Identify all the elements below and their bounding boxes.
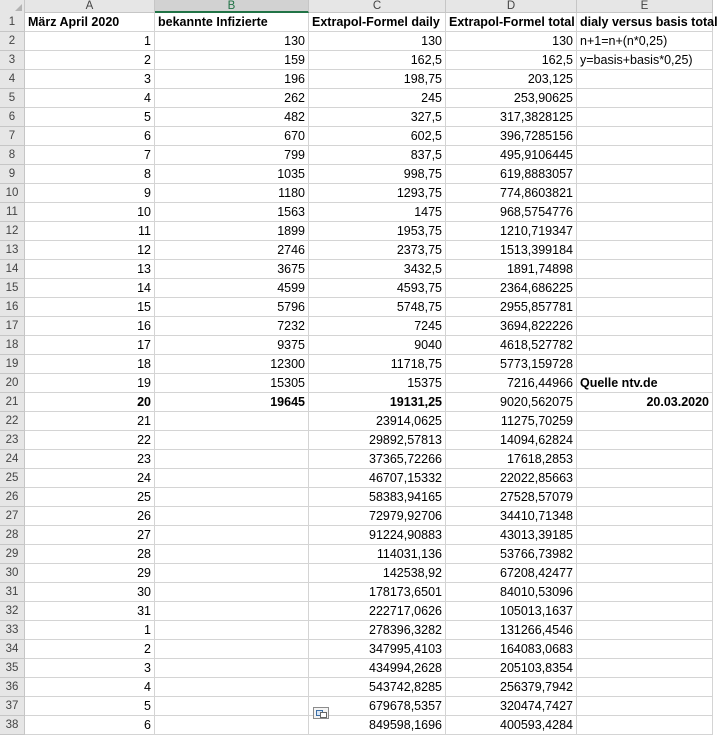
row-header[interactable]: 16 (0, 298, 25, 317)
cell-e34[interactable] (577, 640, 713, 659)
table-row (0, 564, 713, 583)
row-header[interactable]: 38 (0, 716, 25, 735)
row-header[interactable]: 29 (0, 545, 25, 564)
table-row (0, 450, 713, 469)
cell-b6[interactable]: 482 (155, 108, 309, 127)
cell-d26[interactable]: 27528,57079 (446, 488, 577, 507)
cell-e3[interactable]: y=basis+basis*0,25) (577, 51, 713, 70)
cell-a17[interactable]: 16 (25, 317, 155, 336)
cell-c9[interactable]: 998,75 (309, 165, 446, 184)
cell-c17[interactable]: 7245 (309, 317, 446, 336)
cell-b17[interactable]: 7232 (155, 317, 309, 336)
cell-b21[interactable]: 19645 (155, 393, 309, 412)
row-header[interactable]: 24 (0, 450, 25, 469)
column-header-d[interactable]: D (446, 0, 577, 13)
cell-c32[interactable]: 222717,0626 (309, 602, 446, 621)
row-header[interactable]: 9 (0, 165, 25, 184)
cell-e32[interactable] (577, 602, 713, 621)
table-row (0, 317, 713, 336)
row-header[interactable]: 37 (0, 697, 25, 716)
cell-c31[interactable]: 178173,6501 (309, 583, 446, 602)
cell-a31[interactable]: 30 (25, 583, 155, 602)
row-header[interactable]: 22 (0, 412, 25, 431)
cell-d15[interactable]: 2364,686225 (446, 279, 577, 298)
row-header[interactable]: 12 (0, 222, 25, 241)
row-header[interactable]: 15 (0, 279, 25, 298)
cell-d21[interactable]: 9020,562075 (446, 393, 577, 412)
cell-d32[interactable]: 105013,1637 (446, 602, 577, 621)
row-header[interactable]: 21 (0, 393, 25, 412)
row-header[interactable]: 19 (0, 355, 25, 374)
row-header[interactable]: 8 (0, 146, 25, 165)
cell-d5[interactable]: 253,90625 (446, 89, 577, 108)
cell-a37[interactable]: 5 (25, 697, 155, 716)
cell-a25[interactable]: 24 (25, 469, 155, 488)
table-row (0, 165, 713, 184)
row-header[interactable]: 30 (0, 564, 25, 583)
row-header[interactable]: 1 (0, 13, 25, 32)
table-row (0, 89, 713, 108)
cell-c21[interactable]: 19131,25 (309, 393, 446, 412)
cell-d12[interactable]: 1210,719347 (446, 222, 577, 241)
cell-a33[interactable]: 1 (25, 621, 155, 640)
cell-e24[interactable] (577, 450, 713, 469)
row-header[interactable]: 3 (0, 51, 25, 70)
cell-c12[interactable]: 1953,75 (309, 222, 446, 241)
cell-c30[interactable]: 142538,92 (309, 564, 446, 583)
cell-b38[interactable] (155, 716, 309, 735)
cell-c1[interactable]: Extrapol-Formel daily (309, 13, 446, 32)
cell-b10[interactable]: 1180 (155, 184, 309, 203)
column-header-b[interactable]: B (155, 0, 309, 13)
cell-b15[interactable]: 4599 (155, 279, 309, 298)
cell-e4[interactable] (577, 70, 713, 89)
table-row (0, 108, 713, 127)
table-row (0, 697, 713, 716)
cell-e31[interactable] (577, 583, 713, 602)
table-row (0, 488, 713, 507)
cell-a16[interactable]: 15 (25, 298, 155, 317)
cell-c27[interactable]: 72979,92706 (309, 507, 446, 526)
cell-a19[interactable]: 18 (25, 355, 155, 374)
cell-b28[interactable] (155, 526, 309, 545)
table-row (0, 13, 718, 32)
table-row (0, 412, 713, 431)
cell-d24[interactable]: 17618,2853 (446, 450, 577, 469)
cell-c25[interactable]: 46707,15332 (309, 469, 446, 488)
cell-d7[interactable]: 396,7285156 (446, 127, 577, 146)
table-row (0, 678, 713, 697)
cell-c10[interactable]: 1293,75 (309, 184, 446, 203)
cell-b12[interactable]: 1899 (155, 222, 309, 241)
select-all-corner[interactable] (0, 0, 25, 13)
table-row (0, 355, 713, 374)
cell-b34[interactable] (155, 640, 309, 659)
cell-d4[interactable]: 203,125 (446, 70, 577, 89)
table-row (0, 431, 713, 450)
cell-e28[interactable] (577, 526, 713, 545)
cell-e27[interactable] (577, 507, 713, 526)
cell-e6[interactable] (577, 108, 713, 127)
cell-c38[interactable]: 849598,1696 (309, 716, 446, 735)
cell-b27[interactable] (155, 507, 309, 526)
cell-b8[interactable]: 799 (155, 146, 309, 165)
cell-b13[interactable]: 2746 (155, 241, 309, 260)
row-header[interactable]: 33 (0, 621, 25, 640)
table-row (0, 222, 713, 241)
cell-a14[interactable]: 13 (25, 260, 155, 279)
cell-c37[interactable]: 679678,5357 (309, 697, 446, 716)
cell-a20[interactable]: 19 (25, 374, 155, 393)
cell-c2[interactable]: 130 (309, 32, 446, 51)
row-header[interactable]: 34 (0, 640, 25, 659)
cell-a30[interactable]: 29 (25, 564, 155, 583)
cell-a5[interactable]: 4 (25, 89, 155, 108)
cell-b9[interactable]: 1035 (155, 165, 309, 184)
cell-e36[interactable] (577, 678, 713, 697)
row-header[interactable]: 14 (0, 260, 25, 279)
cell-c22[interactable]: 23914,0625 (309, 412, 446, 431)
table-row (0, 32, 713, 51)
cell-d37[interactable]: 320474,7427 (446, 697, 577, 716)
cell-b33[interactable] (155, 621, 309, 640)
cell-a15[interactable]: 14 (25, 279, 155, 298)
cell-b18[interactable]: 9375 (155, 336, 309, 355)
cell-e1[interactable]: dialy versus basis total (577, 13, 713, 32)
row-header[interactable]: 6 (0, 108, 25, 127)
table-row (0, 127, 713, 146)
cell-b11[interactable]: 1563 (155, 203, 309, 222)
cell-d16[interactable]: 2955,857781 (446, 298, 577, 317)
cell-d22[interactable]: 11275,70259 (446, 412, 577, 431)
row-header[interactable]: 36 (0, 678, 25, 697)
cell-c28[interactable]: 91224,90883 (309, 526, 446, 545)
cell-c34[interactable]: 347995,4103 (309, 640, 446, 659)
cell-c18[interactable]: 9040 (309, 336, 446, 355)
cell-d11[interactable]: 968,5754776 (446, 203, 577, 222)
column-header-e[interactable]: E (577, 0, 713, 13)
cell-c19[interactable]: 11718,75 (309, 355, 446, 374)
cell-c23[interactable]: 29892,57813 (309, 431, 446, 450)
cell-e20[interactable]: Quelle ntv.de (577, 374, 713, 393)
row-header[interactable]: 11 (0, 203, 25, 222)
cell-c3[interactable]: 162,5 (309, 51, 446, 70)
cell-e5[interactable] (577, 89, 713, 108)
cell-a35[interactable]: 3 (25, 659, 155, 678)
cell-b20[interactable]: 15305 (155, 374, 309, 393)
row-header[interactable]: 27 (0, 507, 25, 526)
cell-c15[interactable]: 4593,75 (309, 279, 446, 298)
row-header[interactable]: 2 (0, 32, 25, 51)
table-row (0, 583, 713, 602)
cell-e35[interactable] (577, 659, 713, 678)
table-row (0, 203, 713, 222)
cell-d2[interactable]: 130 (446, 32, 577, 51)
cell-c14[interactable]: 3432,5 (309, 260, 446, 279)
table-row (0, 260, 713, 279)
row-header[interactable]: 25 (0, 469, 25, 488)
cell-e26[interactable] (577, 488, 713, 507)
cell-b4[interactable]: 196 (155, 70, 309, 89)
cell-a32[interactable]: 31 (25, 602, 155, 621)
cell-c8[interactable]: 837,5 (309, 146, 446, 165)
cell-d13[interactable]: 1513,399184 (446, 241, 577, 260)
cell-b23[interactable] (155, 431, 309, 450)
cell-a7[interactable]: 6 (25, 127, 155, 146)
cell-a27[interactable]: 26 (25, 507, 155, 526)
cell-a18[interactable]: 17 (25, 336, 155, 355)
cell-e11[interactable] (577, 203, 713, 222)
cell-c16[interactable]: 5748,75 (309, 298, 446, 317)
cell-e33[interactable] (577, 621, 713, 640)
cell-e30[interactable] (577, 564, 713, 583)
table-row (0, 716, 713, 735)
cell-c26[interactable]: 58383,94165 (309, 488, 446, 507)
cell-d38[interactable]: 400593,4284 (446, 716, 577, 735)
cell-a6[interactable]: 5 (25, 108, 155, 127)
cell-d14[interactable]: 1891,74898 (446, 260, 577, 279)
cell-b2[interactable]: 130 (155, 32, 309, 51)
row-header[interactable]: 18 (0, 336, 25, 355)
table-row (0, 507, 713, 526)
row-header[interactable]: 7 (0, 127, 25, 146)
cell-d20[interactable]: 7216,44966 (446, 374, 577, 393)
cell-d31[interactable]: 84010,53096 (446, 583, 577, 602)
cell-e17[interactable] (577, 317, 713, 336)
cell-d19[interactable]: 5773,159728 (446, 355, 577, 374)
cell-d29[interactable]: 53766,73982 (446, 545, 577, 564)
row-header[interactable]: 5 (0, 89, 25, 108)
cell-d34[interactable]: 164083,0683 (446, 640, 577, 659)
cell-a12[interactable]: 11 (25, 222, 155, 241)
cell-a26[interactable]: 25 (25, 488, 155, 507)
cell-e18[interactable] (577, 336, 713, 355)
cell-e14[interactable] (577, 260, 713, 279)
cell-a1[interactable]: März April 2020 (25, 13, 155, 32)
row-header[interactable]: 32 (0, 602, 25, 621)
cell-d28[interactable]: 43013,39185 (446, 526, 577, 545)
cell-b1[interactable]: bekannte Infizierte (155, 13, 309, 32)
cell-a24[interactable]: 23 (25, 450, 155, 469)
cell-d23[interactable]: 14094,62824 (446, 431, 577, 450)
cell-b29[interactable] (155, 545, 309, 564)
table-row (0, 602, 713, 621)
cell-b3[interactable]: 159 (155, 51, 309, 70)
cell-d6[interactable]: 317,3828125 (446, 108, 577, 127)
cell-d30[interactable]: 67208,42477 (446, 564, 577, 583)
row-header[interactable]: 20 (0, 374, 25, 393)
table-row (0, 51, 713, 70)
row-header[interactable]: 23 (0, 431, 25, 450)
cell-b7[interactable]: 670 (155, 127, 309, 146)
row-header[interactable]: 28 (0, 526, 25, 545)
cell-d35[interactable]: 205103,8354 (446, 659, 577, 678)
table-row (0, 241, 713, 260)
cell-e7[interactable] (577, 127, 713, 146)
cell-e8[interactable] (577, 146, 713, 165)
cell-e15[interactable] (577, 279, 713, 298)
cell-b30[interactable] (155, 564, 309, 583)
cell-e37[interactable] (577, 697, 713, 716)
cell-e10[interactable] (577, 184, 713, 203)
table-row (0, 279, 713, 298)
cell-b26[interactable] (155, 488, 309, 507)
cell-d17[interactable]: 3694,822226 (446, 317, 577, 336)
cell-b24[interactable] (155, 450, 309, 469)
cell-d10[interactable]: 774,8603821 (446, 184, 577, 203)
cell-a4[interactable]: 3 (25, 70, 155, 89)
cell-b36[interactable] (155, 678, 309, 697)
cell-e23[interactable] (577, 431, 713, 450)
table-row (0, 336, 713, 355)
cell-a9[interactable]: 8 (25, 165, 155, 184)
cell-d3[interactable]: 162,5 (446, 51, 577, 70)
cell-e38[interactable] (577, 716, 713, 735)
cell-a8[interactable]: 7 (25, 146, 155, 165)
table-row (0, 469, 713, 488)
cell-a23[interactable]: 22 (25, 431, 155, 450)
cell-e2[interactable]: n+1=n+(n*0,25) (577, 32, 713, 51)
column-header-c[interactable]: C (309, 0, 446, 13)
cell-b37[interactable] (155, 697, 309, 716)
row-header[interactable]: 13 (0, 241, 25, 260)
row-header[interactable]: 4 (0, 70, 25, 89)
cell-d33[interactable]: 131266,4546 (446, 621, 577, 640)
table-row (0, 374, 713, 393)
cell-e19[interactable] (577, 355, 713, 374)
cell-d9[interactable]: 619,8883057 (446, 165, 577, 184)
cell-e29[interactable] (577, 545, 713, 564)
row-header[interactable]: 35 (0, 659, 25, 678)
cell-e9[interactable] (577, 165, 713, 184)
column-header-bar (0, 0, 713, 13)
table-row (0, 184, 713, 203)
cell-c24[interactable]: 37365,72266 (309, 450, 446, 469)
column-header-a[interactable]: A (25, 0, 155, 13)
cell-b14[interactable]: 3675 (155, 260, 309, 279)
table-row (0, 640, 713, 659)
cell-d1[interactable]: Extrapol-Formel total (446, 13, 577, 32)
cell-a29[interactable]: 28 (25, 545, 155, 564)
table-row (0, 526, 713, 545)
cell-c33[interactable]: 278396,3282 (309, 621, 446, 640)
cell-c20[interactable]: 15375 (309, 374, 446, 393)
cell-d27[interactable]: 34410,71348 (446, 507, 577, 526)
table-row (0, 70, 713, 89)
cell-a3[interactable]: 2 (25, 51, 155, 70)
cell-b16[interactable]: 5796 (155, 298, 309, 317)
cell-a10[interactable]: 9 (25, 184, 155, 203)
cell-c4[interactable]: 198,75 (309, 70, 446, 89)
cell-b22[interactable] (155, 412, 309, 431)
cell-e12[interactable] (577, 222, 713, 241)
cell-c29[interactable]: 114031,136 (309, 545, 446, 564)
cell-e16[interactable] (577, 298, 713, 317)
cell-c7[interactable]: 602,5 (309, 127, 446, 146)
cell-e25[interactable] (577, 469, 713, 488)
cell-b35[interactable] (155, 659, 309, 678)
cell-d25[interactable]: 22022,85663 (446, 469, 577, 488)
cell-c36[interactable]: 543742,8285 (309, 678, 446, 697)
cell-c35[interactable]: 434994,2628 (309, 659, 446, 678)
cell-c6[interactable]: 327,5 (309, 108, 446, 127)
cell-b19[interactable]: 12300 (155, 355, 309, 374)
cell-a28[interactable]: 27 (25, 526, 155, 545)
cell-e22[interactable] (577, 412, 713, 431)
table-row (0, 545, 713, 564)
table-row (0, 393, 713, 412)
row-header[interactable]: 31 (0, 583, 25, 602)
paste-options-icon[interactable] (313, 707, 329, 719)
table-row (0, 621, 713, 640)
cell-b32[interactable] (155, 602, 309, 621)
cell-a21[interactable]: 20 (25, 393, 155, 412)
cell-d36[interactable]: 256379,7942 (446, 678, 577, 697)
cell-a22[interactable]: 21 (25, 412, 155, 431)
table-row (0, 146, 713, 165)
cell-b31[interactable] (155, 583, 309, 602)
cell-a13[interactable]: 12 (25, 241, 155, 260)
cell-d8[interactable]: 495,9106445 (446, 146, 577, 165)
cell-c5[interactable]: 245 (309, 89, 446, 108)
cell-e13[interactable] (577, 241, 713, 260)
cell-b5[interactable]: 262 (155, 89, 309, 108)
cell-a38[interactable]: 6 (25, 716, 155, 735)
table-row (0, 659, 713, 678)
cell-a2[interactable]: 1 (25, 32, 155, 51)
row-header[interactable]: 26 (0, 488, 25, 507)
cell-a34[interactable]: 2 (25, 640, 155, 659)
cell-d18[interactable]: 4618,527782 (446, 336, 577, 355)
cell-e21[interactable]: 20.03.2020 (577, 393, 713, 412)
table-row (0, 298, 713, 317)
cell-c11[interactable]: 1475 (309, 203, 446, 222)
cell-b25[interactable] (155, 469, 309, 488)
cell-a36[interactable]: 4 (25, 678, 155, 697)
cell-c13[interactable]: 2373,75 (309, 241, 446, 260)
row-header[interactable]: 10 (0, 184, 25, 203)
row-header[interactable]: 17 (0, 317, 25, 336)
cell-a11[interactable]: 10 (25, 203, 155, 222)
